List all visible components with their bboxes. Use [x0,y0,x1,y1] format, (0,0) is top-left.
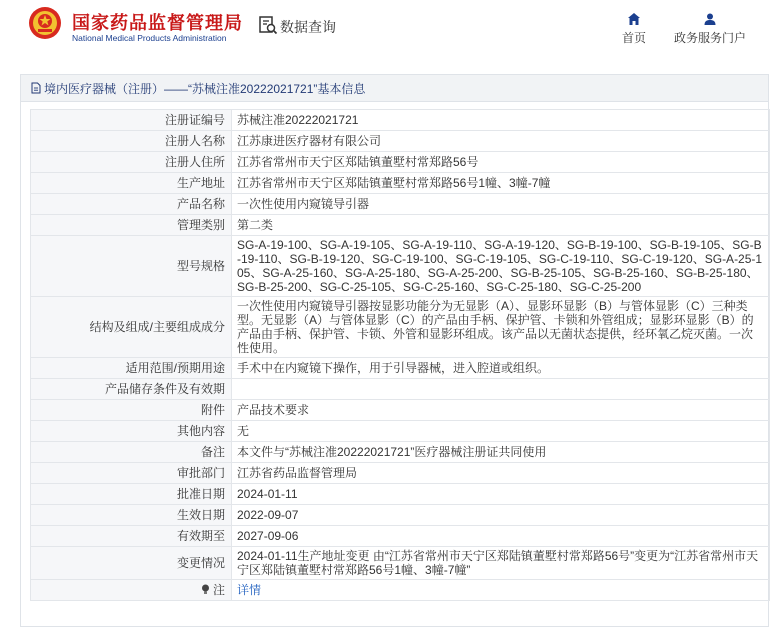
table-row [31,547,770,580]
field-value: 一次性使用内窥镜导引器按显影功能分为无显影（A）、显影环显影（B）与管体显影（C）三种类型。无显影（A）与管体显影（C）的产品由手柄、保护管、卡锁和外管组成；显影环显影（B）的产品由手柄、保护管、卡锁、外管和显影环组成。该产品以无菌状态提供，经环氧乙烷灭菌。一次性使用。 [232,297,770,358]
field-value: 产品技术要求 [232,400,770,421]
field-label: 产品储存条件及有效期 [31,379,232,400]
field-label: 适用范围/预期用途 [31,358,232,379]
field-value: SG-A-19-100、SG-A-19-105、SG-A-19-110、SG-A-19-120、SG-B-19-100、SG-B-19-105、SG-B-19-110、SG-B-19-120、SG-C-19-100、SG-C-19-105、SG-C-19-110、SG-C-19-120、SG-A-25-105、SG-A-25-160、SG-A-25-180、SG-A-25-200、SG-B-25-105、SG-B-25-160、SG-B-25-180、SG-B-25-200、SG-C-25-105、SG-C-25-160、SG-C-25-180、SG-C-25-200 [232,236,770,297]
site-header [0,0,771,64]
data-query-label: 数据查询 [280,19,336,35]
nav-gov-label: 政务服务门户 [673,31,746,45]
user-icon [703,12,717,26]
field-value: 江苏康进医疗器材有限公司 [232,131,770,152]
field-label: 有效期至 [31,526,232,547]
home-icon [627,12,641,26]
field-value: 手术中在内窥镜下操作，用于引导器械，进入腔道或组织。 [232,358,770,379]
nav-home-label: 首页 [621,31,646,45]
table-row [31,379,770,400]
note-value [232,580,770,601]
field-label: 其他内容 [31,421,232,442]
field-value: 江苏省常州市天宁区郑陆镇董墅村常郑路56号 [232,152,770,173]
field-value: 2027-09-06 [232,526,770,547]
nav-gov-services[interactable] [672,12,748,46]
field-value: 第二类 [232,215,770,236]
document-icon [31,82,41,94]
nav-home[interactable] [618,12,650,46]
field-value: 苏械注准20222021721 [232,110,770,131]
field-label: 结构及组成/主要组成成分 [31,297,232,358]
panel-title [21,75,768,102]
panel-title-text: 境内医疗器械（注册）——“苏械注准20222021721”基本信息 [44,81,366,96]
info-table [30,109,770,601]
bulb-icon [201,583,213,597]
table-row [31,463,770,484]
table-row [31,442,770,463]
field-value [232,379,770,400]
table-row [31,526,770,547]
data-query-link[interactable] [258,16,336,38]
brand-name-en[interactable]: National Medical Products Administration [72,33,227,43]
table-row [31,194,770,215]
note-label-text: 注 [212,583,225,597]
field-label: 产品名称 [31,194,232,215]
table-row [31,131,770,152]
field-label: 注册证编号 [31,110,232,131]
table-row [31,400,770,421]
note-label [31,580,232,601]
detail-panel [20,74,769,627]
national-emblem-icon[interactable] [28,6,62,40]
table-row [31,152,770,173]
details-link[interactable]: 详情 [237,583,262,597]
field-label: 注册人名称 [31,131,232,152]
field-label: 变更情况 [31,547,232,580]
field-value: 本文件与“苏械注准20222021721”医疗器械注册证共同使用 [232,442,770,463]
brand-name-cn[interactable]: 国家药品监督管理局 [72,13,243,33]
field-label: 生产地址 [31,173,232,194]
field-value: 无 [232,421,770,442]
table-row [31,505,770,526]
table-row [31,173,770,194]
info-table-wrapper [30,109,768,601]
table-row [31,421,770,442]
field-label: 附件 [31,400,232,421]
field-value: 一次性使用内窥镜导引器 [232,194,770,215]
field-value: 2024-01-11 [232,484,770,505]
field-label: 批准日期 [31,484,232,505]
table-row [31,215,770,236]
field-value: 2022-09-07 [232,505,770,526]
field-value: 江苏省常州市天宁区郑陆镇董墅村常郑路56号1幢、3幢-7幢 [232,173,770,194]
field-label: 型号规格 [31,236,232,297]
table-row [31,484,770,505]
field-label: 管理类别 [31,215,232,236]
table-row-note [31,580,770,601]
table-row [31,358,770,379]
table-row [31,297,770,358]
field-label: 备注 [31,442,232,463]
search-document-icon [258,15,278,40]
field-value: 江苏省药品监督管理局 [232,463,770,484]
table-row [31,110,770,131]
field-label: 生效日期 [31,505,232,526]
field-value: 2024-01-11生产地址变更 由“江苏省常州市天宁区郑陆镇董墅村常郑路56号”变更为“江苏省常州市天宁区郑陆镇董墅村常郑路56号1幢、3幢-7幢” [232,547,770,580]
table-row [31,236,770,297]
field-label: 注册人住所 [31,152,232,173]
field-label: 审批部门 [31,463,232,484]
